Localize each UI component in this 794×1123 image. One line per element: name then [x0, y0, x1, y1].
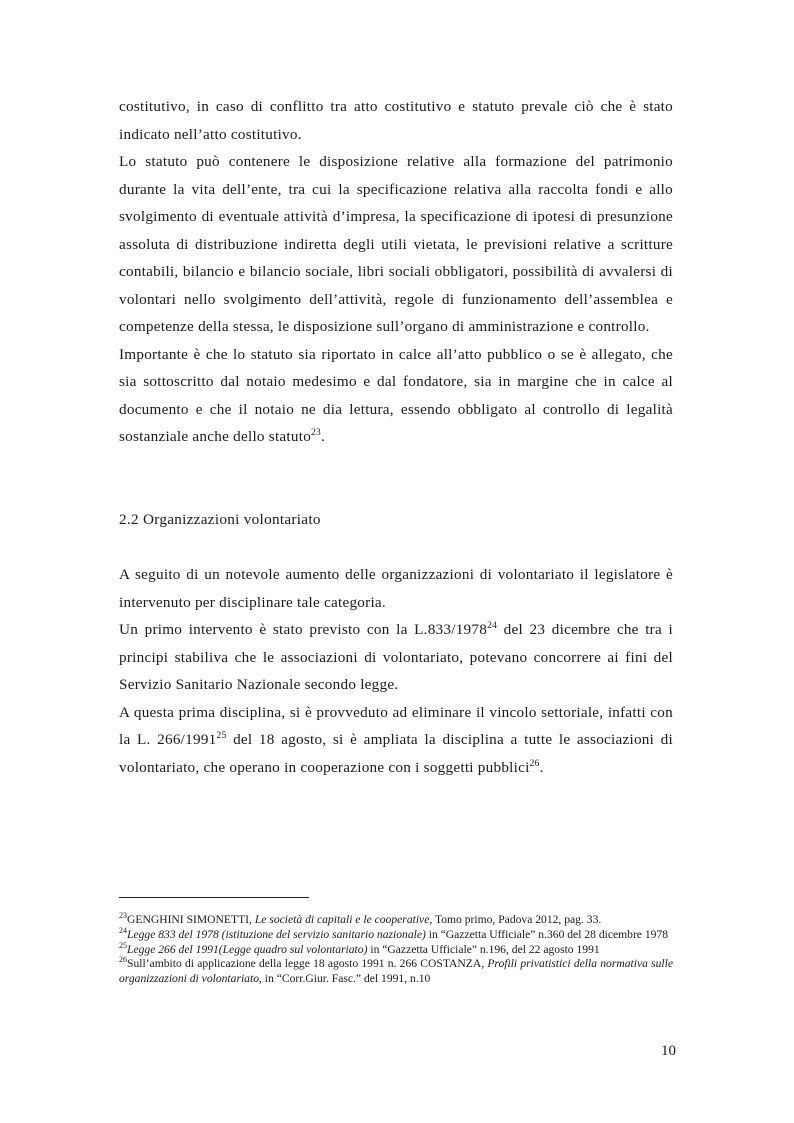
paragraph-volunteer-intro: A seguito di un notevole aumento delle organizzazioni di volontariato il legislatore è intervenuto per disciplinare tale categoria.	[119, 566, 673, 611]
footnote-text: Sull’ambito di applicazione della legge 18 agosto 1991 n. 266 COSTANZA,	[127, 957, 488, 971]
footnote-23	[119, 913, 673, 928]
paragraph-statute-content: Lo statuto può contenere le disposizione relative alla formazione del patrimonio durante la vita dell’ente, tra cui la specificazione relativa alla raccolta fondi e allo svolgimento di eventuale attività d’impresa, la specificazione di ipotesi di presunzione assoluta di distribuzione indiretta degli utili vietata, le previsioni relative a scritture contabili, bilancio e bilancio sociale, libri sociali obbligatori, possibilità di avvalersi di volontari nello svolgimento dell’attività, regole di funzionamento dell’assemblea e competenze della stessa, le disposizione sull’organo di amministrazione e controllo.	[119, 153, 673, 335]
paragraph-extension-b: del 18 agosto, si è ampliata la disciplina a tutte le associazioni di volontariato, che operano in cooperazione con i soggetti pubblici	[119, 731, 673, 776]
paragraph-extension-a: A questa prima disciplina, si è provveduto ad eliminare il vincolo settoriale, infatti con la L. 266/1991	[119, 703, 673, 748]
page-number: 10	[661, 1043, 676, 1059]
footnote-number: 26	[119, 955, 127, 965]
footnote-title: Legge 833 del 1978 (istituzione del servizio sanitario nazionale)	[127, 927, 426, 941]
footnote-ref-26[interactable]: 26	[529, 758, 540, 769]
paragraph-extension: A questa prima disciplina, si è provveduto ad eliminare il vincolo settoriale, infatti con la L. 266/1991$^{25}$ del 18 agosto, si è ampliata la disciplina a tutte le associazioni di volontariato, che operano in cooperazione con i soggetti pubblici$^{26}$.	[119, 703, 673, 776]
paragraph-continuation: costitutivo, in caso di conflitto tra atto costitutivo e statuto prevale ciò che è stato indicato nell’atto costitutivo.	[119, 98, 673, 143]
footnote-number: 23	[119, 911, 127, 921]
main-text	[119, 93, 673, 781]
footnote-title: Profili privatistici della normativa sulle organizzazioni di volontariato	[119, 957, 673, 986]
paragraph-statute-signature: Importante è che lo statuto sia riportato in calce all’atto pubblico o se è allegato, che sia sottoscritto dal notaio medesimo e dal fondatore, sia in margine che in calce al documento e che il notaio ne dia lettura, essendo obbligato al controllo di legalità sostanziale anche dello statuto$^{23}$.	[119, 345, 673, 445]
footnote-title: Legge 266 del 1991(Legge quadro sul volontariato)	[127, 942, 368, 956]
footnote-ref-24[interactable]: 24	[487, 620, 498, 631]
footnote-number: 24	[119, 925, 127, 935]
paragraph-first-intervention	[119, 616, 673, 699]
footnote-number: 25	[119, 940, 127, 950]
footnote-text: , in “Corr.Giur. Fasc.” del 1991, n.10	[259, 972, 431, 986]
footnote-ref-23[interactable]: 23	[311, 427, 322, 438]
footnote-26	[119, 957, 673, 987]
footnotes	[119, 913, 673, 987]
footnote-text: , Tomo primo, Padova 2012, pag. 33.	[429, 913, 602, 926]
paragraph-first-intervention-b: del 23 dicembre che tra i principi stabiliva che le associazioni di volontariato, potevano concorrere ai fini del Servizio Sanitario Nazionale secondo legge.	[119, 621, 674, 693]
paragraph-statute-signature-text: Importante è che lo statuto sia riportato in calce all’atto pubblico o se è allegato, che sia sottoscritto dal notaio medesimo e dal fondatore, sia in margine che in calce al documento e che il notaio ne dia lettura, essendo obbligato al controllo di legalità sostanziale anche dello statuto	[119, 345, 673, 445]
footnote-title: Le società di capitali e le cooperative	[254, 913, 430, 926]
paragraph-first-intervention-a: Un primo intervento è stato previsto con la L.833/1978	[119, 621, 488, 638]
footnote-separator	[119, 897, 309, 898]
footnote-24	[119, 925, 673, 943]
footnote-25	[119, 940, 673, 958]
footnote-text: in “Gazzetta Ufficiale” n.196, del 22 agosto 1991	[367, 942, 600, 956]
footnote-text: in “Gazzetta Ufficiale” n.360 del 28 dicembre 1978	[425, 927, 669, 941]
section-heading: 2.2 Organizzazioni volontariato	[119, 510, 321, 528]
footnote-text: GENGHINI SIMONETTI,	[127, 913, 255, 926]
footnote-ref-25[interactable]: 25	[216, 730, 227, 741]
